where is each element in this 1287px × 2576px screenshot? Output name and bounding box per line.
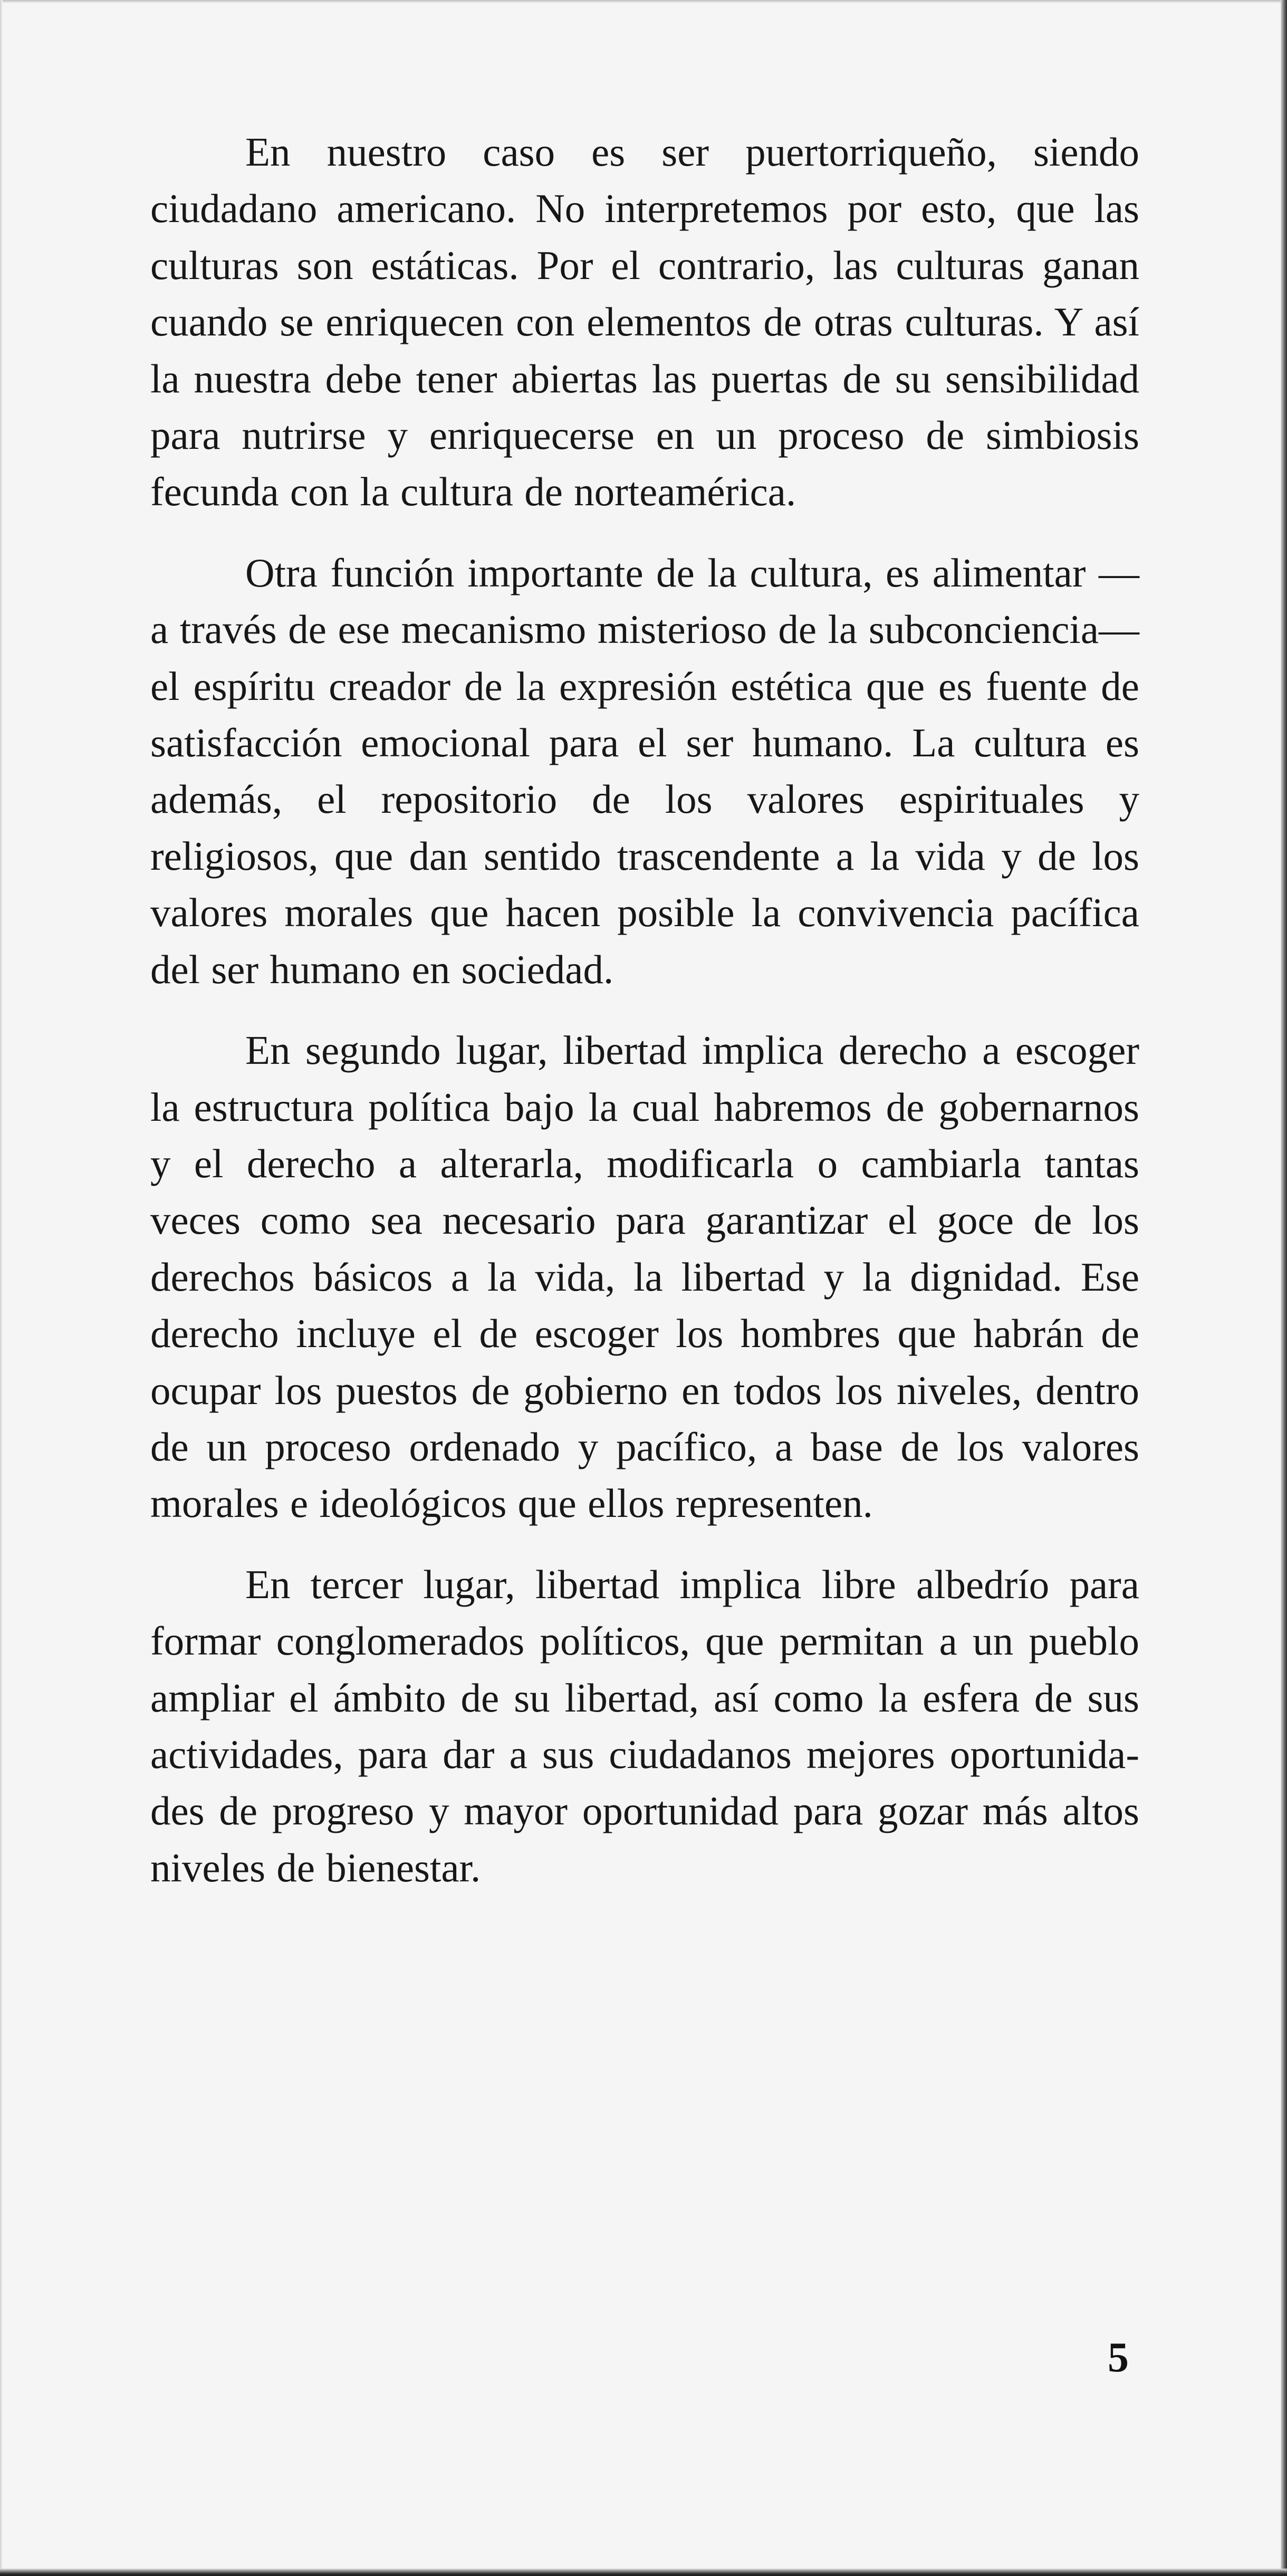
body-text bbox=[150, 124, 1139, 1920]
paragraph-2: Otra función importante de la cultura, es alimentar —a través de ese mecanismo misterioso de la subconciencia— el espíritu creador de la expresión estética que es fuente de satisfacción emocional para el ser humano. La cultura es además, el repositorio de los valores espirituales y religiosos, que dan sentido trascendente a la vida y de los valores morales que hacen posible la convivencia pacífica del ser humano en sociedad. bbox=[150, 550, 1139, 992]
page-right-edge bbox=[1281, 0, 1287, 2576]
page-number: 5 bbox=[1108, 2334, 1129, 2381]
page-left-edge bbox=[0, 0, 3, 2576]
paragraph-1: En nuestro caso es ser puertorriqueño, siendo ciudadano americano. No interpretemos por esto, que las culturas son estáticas. Por el contrario, las culturas ganan cuando se enriquecen con elementos de otras culturas. Y así la nuestra debe tener abiertas las puertas de su sensibilidad para nutrirse y enriquecerse en un proceso de simbiosis fecunda con la cultura de norteamérica. bbox=[150, 129, 1139, 515]
page-top-edge bbox=[0, 0, 1287, 3]
paragraph-3: En segundo lugar, libertad implica derecho a escoger la estructura política bajo la cual habremos de gobernarnos y el derecho a alterarla, modificarla o cambiarla tantas veces como sea necesario para garantizar el goce de los derechos básicos a la vida, la libertad y la dignidad. Ese derecho incluye el de escoger los hombres que habrán de ocupar los puestos de gobierno en todos los niveles, dentro de un proceso ordenado y pacífico, a base de los valores morales e ideológicos que ellos representen. bbox=[150, 1027, 1139, 1526]
paragraph-4: En tercer lugar, libertad implica libre albedrío para formar conglomerados políticos, que permitan a un pueblo ampliar el ámbito de su libertad, así como la esfera de sus actividades, para dar a sus ciudadanos mejores oportunidades de progreso y mayor oportunidad para gozar más altos niveles de bienestar. bbox=[150, 1561, 1139, 1890]
page-bottom-edge bbox=[0, 2569, 1287, 2576]
